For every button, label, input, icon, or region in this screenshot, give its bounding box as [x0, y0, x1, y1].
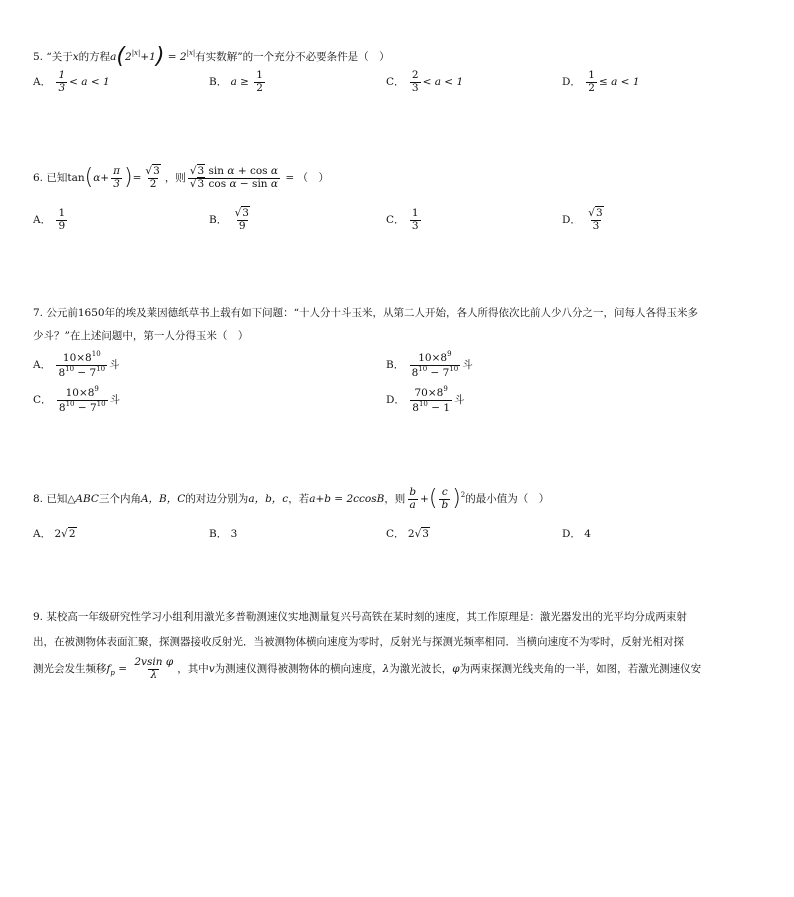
q8-stem-p4: ，若	[288, 493, 310, 506]
q9-line3-suffix: 为两束探测光线夹角的一半，如图，若激光测速仪安	[459, 663, 702, 676]
q6-tan-expr: tan(α+ $\frac{\pi}{3}$ )= $\frac{√3}{2}$	[67, 165, 160, 191]
option-label: D．	[562, 76, 581, 89]
option-label: C．	[386, 76, 405, 89]
option-label: B．	[386, 359, 405, 372]
q5-stem-mid: 的方程	[78, 51, 111, 63]
option-label: B．	[209, 214, 228, 227]
option-label: C．	[33, 394, 52, 407]
q5-stem-suffix: 有实数解”的一个充分不必要条件是（ ）	[195, 51, 390, 63]
option-expr: $\frac{1}{9}$	[58, 207, 66, 232]
q9-var-phi: φ	[452, 663, 460, 676]
q6-stem-prefix: 6. 已知	[33, 172, 68, 185]
q5-var-x: x	[72, 51, 79, 63]
option-label: D．	[562, 214, 581, 227]
q9-formula: $f_p$ = $\frac{\text{2vsin φ}}{\lambda}$	[106, 656, 174, 681]
option-label: A．	[33, 214, 52, 227]
option-expr: $\frac{√3}{9}$	[234, 207, 249, 232]
q8-stem-p5: ，则	[384, 493, 406, 506]
option-label: D．	[562, 528, 581, 540]
q9-line3-prefix: 测光会发生频移	[33, 663, 107, 676]
q8-stem-suffix: 的最小值为（ ）	[465, 493, 550, 506]
question-7-stem-line2: 少斗？”在上述问题中，第一人分得玉米（ ）	[33, 330, 249, 342]
option-expr: $\frac{70\times 8^9}{8^{10} - 1}$	[412, 385, 451, 414]
q9-line3-mid1: ，其中	[177, 663, 209, 676]
option-unit: 斗	[454, 394, 465, 407]
option-expr: $\frac{√3}{3}$	[588, 207, 603, 232]
option-label: A．	[33, 528, 52, 540]
q9-line3-mid2: 为测速仪测得被测物体的横向速度，	[214, 663, 383, 676]
option-unit: 斗	[109, 359, 120, 372]
q6-option-c	[386, 208, 423, 232]
option-expr: 3	[230, 528, 238, 540]
option-label: D．	[386, 394, 405, 407]
q6-stem-suffix: = （ ）	[282, 172, 329, 185]
option-expr: $\frac{2}{3}$	[411, 69, 419, 94]
option-label: C．	[386, 528, 405, 540]
q5-stem-prefix: 5. “关于	[33, 51, 73, 63]
question-8-stem	[33, 487, 549, 511]
q8-stem-p2: 三个内角	[98, 493, 141, 506]
option-expr: $\frac{10\times 8^9}{8^{10} - 7^{10}}$	[411, 350, 459, 379]
option-expr: 4	[584, 528, 591, 540]
q8-sides: a，b，c	[248, 493, 289, 506]
q5-equation: $a(2^{|x|}+1) = 2^{|x|}$	[110, 44, 196, 69]
option-expr: $\frac{1}{3}$	[58, 69, 66, 94]
q8-option-b	[209, 526, 237, 541]
q9-var-lambda: λ	[382, 663, 390, 676]
question-9-line1: 9. 某校高一年级研究性学习小组利用激光多普勒测速仪实地测量复兴号高铁在某时刻的速度，其工作原理是：激光器发出的光平均分成两束射	[33, 611, 687, 623]
option-label: A．	[33, 76, 52, 89]
q7-option-b	[386, 351, 473, 379]
q6-ratio-expr: $\frac{\text{√3 sin α + cos α}}{\text{√3 cos α − sin α}}$	[189, 165, 278, 190]
q5-option-b: B． a ≥ $\frac{1}{2}$	[209, 69, 263, 94]
q7-option-a	[33, 351, 120, 379]
option-expr: 2√3	[407, 528, 429, 540]
q9-line3-mid3: 为激光波长，	[389, 663, 453, 676]
q8-stem-p3: 的对边分别为	[185, 493, 249, 506]
option-expr: $\frac{1}{2}$	[588, 69, 595, 94]
q9-var-v: v	[208, 663, 215, 676]
q6-option-a	[33, 208, 69, 232]
q8-option-a	[33, 526, 77, 541]
question-9-line2: 出，在被测物体表面汇聚，探测器接收反射光．当被测物体横向速度为零时，反射光与探测光频率相同．当横向速度不为零时，反射光相对探	[33, 636, 684, 648]
q8-option-c	[386, 526, 430, 541]
q7-option-c	[33, 386, 120, 414]
option-label: B．	[209, 528, 228, 540]
q6-stem-mid: ，则	[164, 172, 186, 185]
question-9-line3	[33, 657, 701, 681]
q6-option-d	[562, 208, 608, 232]
q8-triangle: △ABC	[67, 493, 99, 506]
question-7-stem-line1: 7. 公元前1650年的埃及莱因德纸草书上载有如下问题：“十人分十斗玉米，从第二人开始，各人所得依次比前人少八分之一，问每人各得玉米多	[33, 307, 698, 319]
question-6-stem	[33, 166, 329, 190]
q8-option-d	[562, 526, 591, 541]
q5-option-a: A． $\frac{1}{3}$ < a < 1	[33, 69, 110, 94]
option-expr: $\frac{1}{3}$	[411, 207, 419, 232]
q8-angles: A，B，C	[140, 493, 186, 506]
option-expr: a ≥	[230, 76, 253, 89]
option-unit: 斗	[109, 394, 121, 407]
q6-option-b	[209, 208, 254, 232]
option-unit: 斗	[462, 359, 473, 372]
q5-option-c: C． $\frac{2}{3}$ < a < 1	[386, 69, 464, 94]
q5-option-d: D． $\frac{1}{2}$ ≤ a < 1	[562, 69, 640, 94]
option-expr: 2√2	[54, 528, 76, 540]
q8-expression: $\frac{b}{a}$ +( $\frac{c}{b}$ )$^2$	[409, 486, 466, 512]
q7-option-d	[386, 386, 465, 414]
option-label: C．	[386, 214, 405, 227]
question-5-stem	[33, 46, 390, 68]
option-expr: $\frac{10\times 8^9}{8^{10} - 7^{10}}$	[58, 385, 106, 414]
option-label: B．	[209, 76, 228, 89]
q8-condition: a+b = 2ccosB	[309, 493, 385, 506]
option-expr: $\frac{10\times 8^{10}}{8^{10} - 7^{10}}$	[58, 350, 106, 379]
option-label: A．	[33, 359, 52, 372]
q8-stem-prefix: 8. 已知	[33, 493, 68, 506]
